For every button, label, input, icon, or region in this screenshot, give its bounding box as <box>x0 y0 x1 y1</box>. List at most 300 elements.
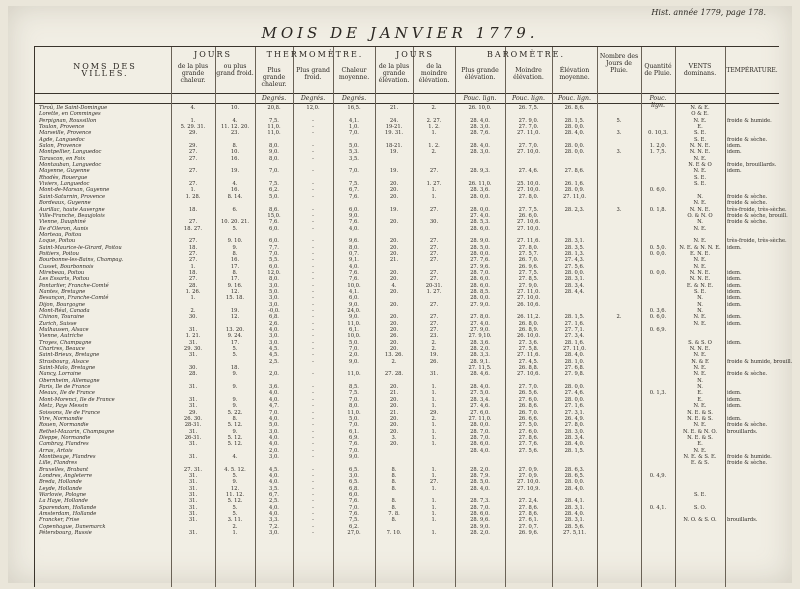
city-name: Agde, Languedoc <box>39 136 85 143</box>
city-name: Bordeaux, Guyenne <box>39 200 91 207</box>
day-max-cold: 10. <box>230 105 240 111</box>
max-heat: -0,0. <box>268 308 280 314</box>
mean-elevation: 28. 3,0. <box>564 428 585 435</box>
min-elevation: 27. 11,6. <box>516 238 541 245</box>
min-elevation: 26. 7,0. <box>518 409 539 416</box>
mean-heat: 5,3. <box>349 149 359 156</box>
temperature: froide & sèche, brouill. <box>727 212 788 219</box>
max-heat: 11,0. <box>267 124 281 131</box>
max-heat: 5,0. <box>269 422 279 429</box>
header-thermo-a: Plus grande chaleur. <box>261 67 287 88</box>
unit-pouces-lignes: Pouc. lign. <box>463 95 497 102</box>
mean-elevation: 28. 4,0. <box>564 511 585 517</box>
max-cold: - <box>312 434 314 441</box>
day-max-heat: 31. <box>188 472 198 479</box>
max-elevation: 28. 7,3. <box>470 498 490 505</box>
day-max-elevation: 20. <box>389 320 399 327</box>
max-heat: 4,5. <box>269 346 279 353</box>
unit-pouces-lignes: Pouc. lign. <box>649 95 667 109</box>
max-cold: - <box>312 206 314 213</box>
mean-heat: 7,6. <box>349 441 359 448</box>
max-elevation: 28. 3,6. <box>470 339 490 346</box>
max-cold: - <box>312 308 314 314</box>
mean-heat: 8,0. <box>349 244 359 251</box>
max-cold: - <box>312 523 314 530</box>
temperature: froide & sèche. <box>727 200 768 207</box>
winds: E. <box>697 124 703 131</box>
day-min-elevation: 26. <box>429 358 439 365</box>
max-elevation: 28. 3,3. <box>470 352 490 359</box>
day-max-cold: 17. <box>230 276 240 283</box>
max-heat: 2,5. <box>269 498 279 505</box>
winds: E. N. E. <box>689 250 711 257</box>
day-max-elevation: 20. <box>389 301 399 308</box>
max-elevation: 27. 11,5. <box>468 365 492 372</box>
min-elevation: 27. 11,0. <box>516 288 541 295</box>
winds: N. N. E. <box>689 143 711 150</box>
day-max-cold: 2. <box>232 523 238 530</box>
temperature: idem. <box>727 244 742 251</box>
rain-quantity: 0. 0,0. <box>649 269 667 276</box>
max-elevation: 28. 3,4. <box>470 396 490 403</box>
city-name: Mont-Réal, Canada <box>39 308 90 314</box>
day-max-elevation: 20. <box>389 428 399 435</box>
min-elevation: 27. 3,6. <box>518 339 539 346</box>
day-min-elevation: 29. <box>429 409 439 416</box>
temperature: idem. <box>727 396 742 403</box>
day-max-heat: 31. <box>188 352 198 359</box>
mean-heat: 7,0. <box>349 168 359 175</box>
mean-elevation: 27. 11,0. <box>562 346 587 353</box>
rain-quantity: 0. 6,0. <box>649 314 667 321</box>
max-heat: 2,6. <box>269 320 279 327</box>
max-elevation: 28. 4,0. <box>470 117 490 124</box>
mean-elevation: 28. 5,6. <box>564 523 585 530</box>
day-max-elevation: 20. <box>389 181 399 188</box>
mean-heat: 4,0. <box>349 225 359 232</box>
winds: N. E. <box>693 314 707 321</box>
max-elevation: 28. 2,0. <box>470 530 490 537</box>
day-max-heat: 31. <box>188 396 198 403</box>
max-heat: 4,5. <box>269 466 279 473</box>
max-heat: 6,0. <box>269 263 279 270</box>
min-elevation: 27. 8,0. <box>518 193 539 200</box>
winds: N. E. <box>693 371 707 378</box>
max-cold: - <box>312 168 314 175</box>
rain-quantity: 0. 6,0. <box>649 187 667 194</box>
day-max-cold: 8. <box>232 269 238 276</box>
rain-days: 5. <box>616 117 622 124</box>
day-min-elevation: 1. <box>431 504 437 511</box>
max-elevation: 28. 3,0. <box>470 149 490 156</box>
day-max-heat: 31. <box>188 428 198 435</box>
city-name: Zurich, Suisse <box>39 320 77 327</box>
winds: N. E. <box>693 168 707 175</box>
max-elevation: 26. 10,0. <box>468 105 492 111</box>
max-elevation: 28. 0,0. <box>470 193 490 200</box>
max-elevation: 28. 7,0. <box>470 428 490 435</box>
mean-heat: 6,0. <box>349 295 359 302</box>
mean-heat: 7,6. <box>349 511 359 517</box>
day-max-cold: 23. <box>230 130 240 137</box>
day-max-elevation: 19. <box>389 206 399 213</box>
min-elevation: 27. 5,8. <box>518 346 539 353</box>
temperature: très-froide, très-sèche. <box>727 206 787 213</box>
winds: N. E. <box>693 403 707 410</box>
day-min-elevation: 19. <box>429 352 439 359</box>
day-min-elevation: 2. <box>431 346 437 353</box>
day-max-elevation: 19-21. <box>385 124 403 131</box>
winds: N. E. <box>693 365 707 372</box>
max-elevation: 28. 8,5. <box>470 288 490 295</box>
day-max-elevation: 18-21. <box>385 143 403 150</box>
city-name: Lille, Flandres <box>39 460 78 467</box>
max-cold: - <box>312 371 314 378</box>
day-min-elevation: 1. 2. <box>428 124 440 131</box>
max-cold: - <box>312 263 314 270</box>
temperature: idem. <box>727 269 742 276</box>
min-elevation: 27. 0,7. <box>518 523 539 530</box>
max-cold: - <box>312 530 314 537</box>
min-elevation: 26. 9,6. <box>518 530 539 537</box>
max-elevation: 27. 4,6. <box>470 403 490 410</box>
header-pluie-quantite: Quantité de Pluie. <box>644 63 672 77</box>
mean-heat: 1,0. <box>349 124 359 131</box>
temperature: brouillards. <box>727 428 758 435</box>
city-name: Rouen, Normandie <box>39 422 89 429</box>
day-min-elevation: 27. <box>429 206 439 213</box>
mean-heat: 9,0. <box>349 301 359 308</box>
mean-heat: 4,0. <box>349 263 359 270</box>
max-heat: 4,0. <box>269 390 279 397</box>
min-elevation: 27. 10,0. <box>516 479 541 486</box>
max-elevation: 28. 9,1. <box>470 358 490 365</box>
mean-heat: 10,0. <box>347 282 361 289</box>
day-max-cold: 5. 12. <box>227 434 243 441</box>
winds: N. E. & N. N. E. <box>679 244 721 251</box>
day-min-elevation: 1. <box>431 422 437 429</box>
city-name: Mirebeau, Poitou <box>39 269 85 276</box>
mean-elevation: 28. 6,5. <box>564 472 585 479</box>
max-cold: - <box>312 346 314 353</box>
max-heat: 7,2. <box>269 523 279 530</box>
day-min-elevation: 1. <box>431 472 437 479</box>
day-max-heat: 18. 27. <box>183 225 203 232</box>
min-elevation: 27. 8,5. <box>518 276 539 283</box>
max-heat: 6,2. <box>269 187 279 194</box>
day-max-heat: 27. <box>188 181 198 188</box>
max-cold: - <box>312 130 314 137</box>
max-elevation: 28. 6,0. <box>470 441 490 448</box>
max-elevation: 28. 7,0. <box>470 269 490 276</box>
min-elevation: 27. 10,0. <box>516 149 541 156</box>
mean-heat: 3,5. <box>349 155 359 162</box>
max-heat: 4,0. <box>269 434 279 441</box>
max-elevation: 27. 7,6. <box>470 257 490 264</box>
city-name: Montbeuge, Flandres <box>39 453 96 460</box>
mean-elevation: 27. 4,6. <box>564 390 585 397</box>
max-heat: 4,7. <box>269 403 279 410</box>
max-heat: 4,0. <box>269 504 279 511</box>
mean-heat: 6,5. <box>349 466 359 473</box>
table-body <box>35 105 793 537</box>
mean-heat: 6,5. <box>349 479 359 486</box>
max-heat: 2,0. <box>269 447 279 454</box>
min-elevation: 27. 0,9. <box>518 466 539 473</box>
max-cold: - <box>312 403 314 410</box>
max-heat: 3,0. <box>269 339 279 346</box>
day-max-heat: 27. <box>188 257 198 264</box>
winds: S. E. <box>693 288 707 295</box>
mean-heat: 4,1. <box>349 288 359 295</box>
city-name: Perpignan, Roussillon <box>39 117 97 124</box>
city-name: Metz, Pays Messin <box>39 403 88 410</box>
day-min-elevation: 20-31. <box>425 282 443 289</box>
day-min-elevation: 2. 27. <box>426 117 442 124</box>
max-heat: 4,5. <box>269 352 279 359</box>
day-max-cold: 5. <box>232 472 238 479</box>
rain-days: 2. <box>616 314 622 321</box>
max-elevation: 27. 6,0. <box>470 409 490 416</box>
max-heat: 12,0. <box>267 269 281 276</box>
temperature: idem. <box>727 149 742 156</box>
city-name: La Haye, Hollande <box>39 498 88 505</box>
max-cold: - <box>312 485 314 492</box>
mean-elevation: 28. 0,9. <box>564 187 585 194</box>
day-max-heat: 1. <box>190 187 196 194</box>
mean-elevation: 28. 0,0. <box>564 124 585 131</box>
day-max-cold: 4. 5. 12. <box>224 466 246 473</box>
min-elevation: 27. 10,6. <box>516 371 541 378</box>
mean-elevation: 27. 3,1. <box>564 409 585 416</box>
mean-elevation: 27. 5,11. <box>562 530 587 537</box>
winds: N. E. & S. <box>687 409 713 416</box>
mean-elevation: 28. 4,0. <box>564 485 585 492</box>
city-name: Soissons, Ile de France <box>39 409 101 416</box>
winds: N. E. & S. <box>687 415 713 422</box>
max-heat: 3,0. <box>269 295 279 302</box>
temperature: froide & humide. <box>727 453 772 460</box>
mean-elevation: 27. 8,6. <box>564 168 585 175</box>
header-vents: VENTS dominans. <box>683 63 717 77</box>
temperature: froide & humide, brouill. <box>727 358 793 365</box>
min-elevation: 27. 5,7. <box>518 250 539 257</box>
day-max-cold: 4. <box>232 181 238 188</box>
mean-elevation: 27. 6,8. <box>564 365 585 372</box>
winds: N. E. <box>693 257 707 264</box>
temperature: froide & sèche. <box>727 371 768 378</box>
city-name: Saint-Malo, Bretagne <box>39 365 96 372</box>
winds: S. & S. O <box>688 339 712 346</box>
winds: N. E. & S. E. <box>683 453 717 460</box>
day-max-cold: 5. <box>232 352 238 359</box>
max-elevation: 28. 4,0. <box>470 447 490 454</box>
page-title: MOIS DE JANVIER 1779. <box>261 24 539 42</box>
day-max-elevation: 20. <box>389 422 399 429</box>
max-heat: 9,0. <box>269 149 279 156</box>
max-elevation: 28. 9,6. <box>470 517 490 524</box>
max-elevation: 27. 9,0. <box>470 301 490 308</box>
day-min-elevation: 1. <box>431 530 437 537</box>
winds: E. <box>697 441 703 448</box>
max-heat: 7,0. <box>269 250 279 257</box>
mean-heat: 3,0. <box>349 472 359 479</box>
day-max-heat: 31. <box>188 498 198 505</box>
day-max-elevation: 20. <box>389 193 399 200</box>
mean-heat: 8,5. <box>349 384 359 391</box>
winds: S. E. <box>693 181 707 188</box>
unit-degres: Degrés. <box>261 95 287 102</box>
max-cold: 12,0. <box>306 105 320 111</box>
mean-heat: 7,0. <box>349 422 359 429</box>
day-max-elevation: 3. <box>391 434 397 441</box>
city-name: Mayenne, Guyenne <box>39 168 90 175</box>
winds: N. <box>697 308 703 314</box>
city-name: Salon, Provence <box>39 143 82 150</box>
max-cold: - <box>312 498 314 505</box>
winds: N. <box>697 377 703 384</box>
day-max-cold: 5. 12. <box>227 441 243 448</box>
day-min-elevation: 1. <box>431 390 437 397</box>
day-max-elevation: 20. <box>389 269 399 276</box>
city-name: Viviers, Languedoc <box>39 181 90 188</box>
header-temperature: TEMPÉRATURE. <box>726 67 778 74</box>
winds: N. N. E. <box>689 206 711 213</box>
min-elevation: 27. 7,6. <box>518 441 539 448</box>
mean-elevation: 28. 0,0. <box>564 149 585 156</box>
max-elevation: 28. 4,0. <box>470 485 490 492</box>
day-min-elevation: 27. <box>429 257 439 264</box>
city-name: Rethel-Mazarin, Champagne <box>39 428 115 435</box>
city-name: Rhodès, Rouergue <box>39 174 88 181</box>
max-elevation: 27. 4,0. <box>470 320 490 327</box>
day-max-heat: 27. <box>188 238 198 245</box>
mean-heat: 8,0. <box>349 403 359 410</box>
winds: N. E. <box>693 225 707 232</box>
rain-quantity: 0. 6,9. <box>649 327 667 334</box>
mean-elevation: 28. 1,3. <box>564 250 585 257</box>
max-cold: - <box>312 187 314 194</box>
day-max-cold: 10. <box>230 149 240 156</box>
max-cold: - <box>312 491 314 498</box>
header-baro-b: Moindre élévation. <box>513 67 544 81</box>
max-elevation: 28. 9,0. <box>470 523 490 530</box>
mean-heat: 9,0. <box>349 212 359 219</box>
day-max-cold: 5. <box>232 504 238 511</box>
city-name: Saint-Brieux, Bretagne <box>39 352 100 359</box>
max-elevation: 27. 5,0. <box>470 390 490 397</box>
max-cold: - <box>312 320 314 327</box>
day-min-elevation: 27. <box>429 314 439 321</box>
temperature: brouillards. <box>727 517 758 524</box>
mean-elevation: 28. 3,5. <box>564 244 585 251</box>
temperature: idem. <box>727 143 742 150</box>
day-max-cold: 1. <box>232 530 238 537</box>
city-name: Tarascon, en Foix <box>39 155 86 162</box>
min-elevation: 26. 9,6. <box>518 263 539 270</box>
max-heat: 6,7. <box>269 491 279 498</box>
max-cold: - <box>312 288 314 295</box>
day-min-elevation: 1. 2. <box>428 143 440 150</box>
winds: N. E. <box>693 200 707 207</box>
max-cold: - <box>312 282 314 289</box>
day-min-elevation: 27. <box>429 168 439 175</box>
winds: N. E. <box>693 352 707 359</box>
header-thermo-b: Plus grand froid. <box>296 67 330 81</box>
day-max-cold: 10. 20. 21. <box>220 219 250 226</box>
day-max-heat: 30. <box>188 314 198 321</box>
max-cold: - <box>312 511 314 517</box>
max-elevation: 28. 7,6. <box>470 130 490 137</box>
rain-days: 3. <box>616 130 622 137</box>
city-name: Nancy, Lorraine <box>39 371 82 378</box>
day-min-elevation: 1. <box>431 187 437 194</box>
winds: N. E. <box>693 320 707 327</box>
day-max-cold: 12. <box>230 314 240 321</box>
day-max-elevation: 20. <box>389 415 399 422</box>
day-max-heat: 27. 31. <box>183 466 203 473</box>
temperature: idem. <box>727 320 742 327</box>
mean-heat: 5,0. <box>349 415 359 422</box>
day-max-heat: 1. <box>190 263 196 270</box>
day-min-elevation: 1. <box>431 384 437 391</box>
max-cold: - <box>312 314 314 321</box>
header-rule <box>35 93 779 94</box>
city-name: Cusset, Bourbonnois <box>39 263 94 270</box>
city-name: Loque, Poitou <box>39 238 76 245</box>
city-name: Mont-Morenci, Ile de France <box>39 396 115 403</box>
mean-elevation: 26. 1,6. <box>564 181 585 188</box>
header-jours-2-b: de la moindre élévation. <box>418 63 450 84</box>
min-elevation: 26. 6,6. <box>518 415 539 422</box>
max-heat: 5,0. <box>269 288 279 295</box>
max-elevation: 27. 9,6. <box>470 263 490 270</box>
mean-elevation: 27. 1,6. <box>564 320 585 327</box>
mean-elevation: 28. 3,1. <box>564 504 585 511</box>
day-max-elevation: 20. <box>389 187 399 194</box>
max-elevation: 27. 9,0. <box>470 327 490 334</box>
city-name: Nantes, Bretagne <box>39 288 86 295</box>
max-heat: 5,0. <box>269 193 279 200</box>
day-min-elevation: 2. <box>431 415 437 422</box>
mean-elevation: 27. 3,4. <box>564 333 585 340</box>
day-max-cold: 9. <box>232 403 238 410</box>
max-heat: 4,0. <box>269 511 279 517</box>
day-max-cold: 13. 20. <box>225 327 245 334</box>
page <box>8 6 792 583</box>
max-cold: - <box>312 466 314 473</box>
max-heat: 5,5. <box>269 257 279 264</box>
mean-elevation: 27. 8,0. <box>564 422 585 429</box>
day-max-cold: 16. <box>230 155 240 162</box>
day-max-elevation: 2. <box>391 358 397 365</box>
max-heat: 11,0. <box>267 130 281 137</box>
table-row <box>35 530 779 536</box>
header-jours-2-a: de la plus grande élévation. <box>378 63 410 84</box>
day-max-elevation: 24. <box>389 117 399 124</box>
mean-elevation: 28. 4,0. <box>564 130 585 137</box>
temperature: idem. <box>727 282 742 289</box>
max-cold: - <box>312 415 314 422</box>
day-max-cold: 9. 16. <box>227 282 243 289</box>
temperature: idem. <box>727 276 742 283</box>
min-elevation: 27. 10,0. <box>516 295 541 302</box>
day-min-elevation: 2. <box>431 105 437 111</box>
day-max-cold: 17. <box>230 339 240 346</box>
winds: E. & N. E. <box>686 282 714 289</box>
day-min-elevation: 2. <box>431 149 437 156</box>
city-name: Ile d'Oleron, Aunis <box>39 225 89 232</box>
